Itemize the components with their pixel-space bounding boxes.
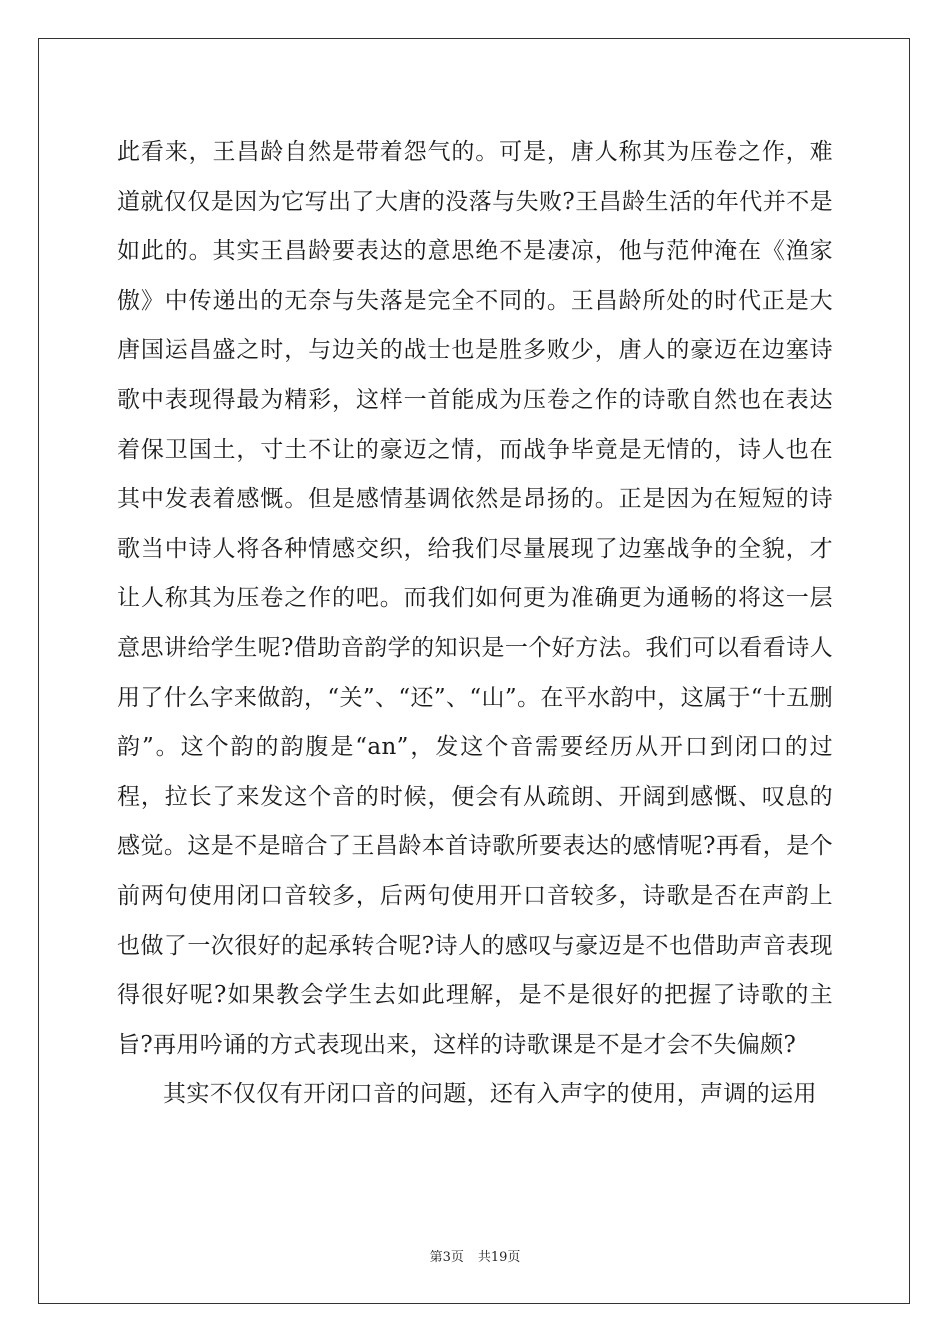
page-footer: [0, 1246, 950, 1265]
paragraph: 其实不仅仅有开闭口音的问题，还有入声字的使用，声调的运用: [163, 1081, 817, 1108]
paragraph: 此看来，王昌龄自然是带着怨气的。可是，唐人称其为压卷之作，难道就仅仅是因为它写出了大唐的没落与失败?王昌龄生活的年代并不是如此的。其实王昌龄要表达的意思绝不是凄凉，他与范仲淹在《渔家傲》中传递出的无奈与失落是完全不同的。王昌龄所处的时代正是大唐国运昌盛之时，与边关的战士也是胜多败少，唐人的豪迈在边塞诗歌中表现得最为精彩，这样一首能成为压卷之作的诗歌自然也在表达着保卫国土，寸土不让的豪迈之情，而战争毕竟是无情的，诗人也在其中发表着感慨。但是感情基调依然是昂扬的。正是因为在短短的诗歌当中诗人将各种情感交织，给我们尽量展现了边塞战争的全貌，才让人称其为压卷之作的吧。而我们如何更为准确更为通畅的将这一层意思讲给学生呢?借助音韵学的知识是一个好方法。我们可以看看诗人用了什么字来做韵，“关”、“还”、“山”。在平水韵中，这属于“十五删韵”。这个韵的韵腹是“an”，发这个音需要经历从开口到闭口的过程，拉长了来发这个音的时候，便会有从疏朗、开阔到感慨、叹息的感觉。这是不是暗合了王昌龄本首诗歌所要表达的感情呢?再看，是个前两句使用闭口音较多，后两句使用开口音较多，诗歌是否在声韵上也做了一次很好的起承转合呢?诗人的感叹与豪迈是不也借助声音表现得很好呢?如果教会学生去如此理解，是不是很好的把握了诗歌的主旨?再用吟诵的方式表现出来，这样的诗歌课是不是才会不失偏颇?: [117, 139, 833, 1058]
page-total: 共19页: [477, 1250, 521, 1265]
document-body: [117, 128, 833, 1120]
page-number: 第3页: [429, 1250, 464, 1265]
